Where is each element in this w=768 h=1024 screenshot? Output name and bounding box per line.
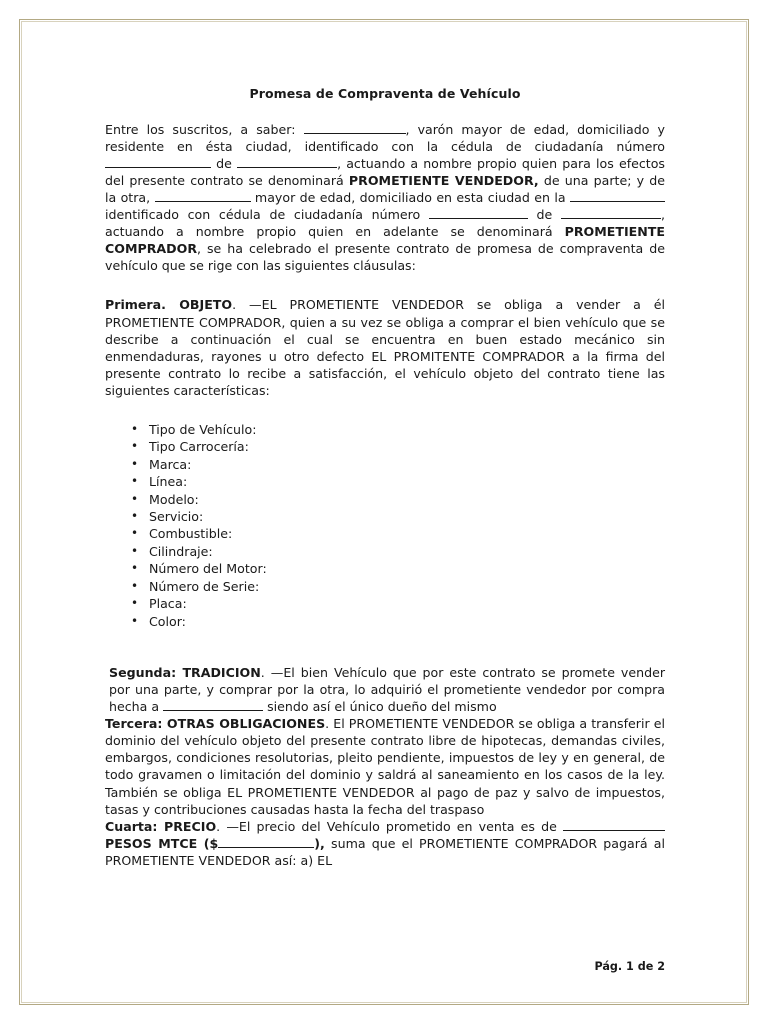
bullet-icon: • (131, 543, 139, 558)
vehicle-characteristics-list (105, 421, 665, 630)
blank-line-buyer-address[interactable] (570, 190, 665, 202)
term-prometiente-comprador: PROMETIENTE COMPRADOR (105, 224, 665, 257)
list-item-label: Modelo: (149, 491, 199, 507)
intro-text-8: de (527, 207, 561, 223)
list-item (105, 578, 665, 595)
list-item (105, 543, 665, 560)
list-item-label: Cilindraje: (149, 543, 213, 559)
blank-line-seller-name[interactable] (304, 122, 406, 134)
intro-text-7: identificado con cédula de ciudadanía número (105, 207, 429, 223)
intro-text-6: mayor de edad, domiciliado en esta ciudad en la (250, 190, 571, 205)
blank-line-buyer-city[interactable] (561, 207, 661, 219)
list-item (105, 595, 665, 612)
bullet-icon: • (131, 578, 139, 593)
list-item-label: Placa: (149, 596, 187, 612)
list-item-label: Servicio: (149, 509, 204, 525)
bullet-icon: • (131, 456, 139, 471)
clause-segunda-text-1: . —El bien Vehículo que por este contrato se promete vender por una parte, y comprar por la otra, lo adquirió el prometiente vendedor por compra hecha a (109, 664, 665, 715)
list-item (105, 491, 665, 508)
intro-text-9: , actuando a nombre propio quien en adelante se denominará (105, 207, 666, 240)
bullet-icon: • (131, 474, 139, 489)
clause-tercera-body: . El PROMETIENTE VENDEDOR se obliga a transferir el dominio del vehículo objeto del presente contrato libre de hipotecas, demandas civiles, embargos, condiciones resolutorias, pleito pendiente, impuestos de ley y en general, de todo gravamen o limitación del dominio y saldrá al saneamiento en los casos de la ley. También se obliga EL PROMETIENTE VENDEDOR al pago de paz y salvo de impuestos, tasas y contribuciones causadas hasta la fecha del traspaso (105, 716, 665, 817)
intro-text-4: , actuando a nombre propio quien para los efectos del presente contrato se denominará (105, 155, 665, 188)
term-prometiente-vendedor: PROMETIENTE VENDEDOR, (348, 172, 539, 188)
list-item-label: Tipo de Vehículo: (149, 422, 257, 438)
list-item-label: Número del Motor: (149, 561, 267, 577)
spacer (105, 630, 665, 664)
list-item (105, 421, 665, 438)
clause-primera (105, 296, 665, 399)
list-item-label: Línea: (149, 474, 188, 490)
intro-text-10: , se ha celebrado el presente contrato de promesa de compraventa de vehículo que se rige con las siguientes cláusulas: (105, 241, 665, 274)
clause-segunda (105, 664, 665, 715)
list-item (105, 438, 665, 455)
list-item (105, 560, 665, 577)
bullet-icon: • (131, 613, 139, 628)
clause-cuarta-heading: Cuarta: PRECIO (105, 818, 217, 834)
price-currency-label: PESOS MTCE ($ (105, 835, 219, 851)
clause-tercera-heading: Tercera: OTRAS OBLIGACIONES (105, 716, 326, 732)
page-footer: Pág. 1 de 2 (594, 960, 665, 973)
blank-line-seller-id[interactable] (105, 156, 211, 168)
clause-cuarta-text-2: suma que el PROMETIENTE COMPRADOR pagará al PROMETIENTE VENDEDOR así: a) EL (105, 835, 666, 868)
clause-segunda-heading: Segunda: TRADICION (109, 664, 261, 680)
blank-line-price-words[interactable] (563, 819, 665, 831)
clause-segunda-text-2: siendo así el único dueño del mismo (263, 699, 497, 715)
intro-text-5: de una parte; y de la otra, (105, 172, 665, 205)
list-item-label: Color: (149, 613, 186, 629)
list-item (105, 508, 665, 525)
document-body (105, 86, 665, 869)
bullet-icon: • (131, 439, 139, 454)
clause-primera-body: . —EL PROMETIENTE VENDEDOR se obliga a vender a él PROMETIENTE COMPRADOR, quien a su vez se obliga a comprar el bien vehículo que se describe a continuación el cual se encuentra en buen estado mecánico sin enmendaduras, rayones u otro defecto EL PROMITENTE COMPRADOR a la firma del presente contrato lo recibe a satisfacción, el vehículo objeto del contrato tiene las siguientes características: (105, 297, 665, 398)
intro-text-3: de (211, 155, 238, 171)
bullet-icon: • (131, 526, 139, 541)
intro-text-2: , varón mayor de edad, domiciliado y residente en ésta ciudad, identificado con la cédula de ciudadanía número (105, 121, 665, 154)
clause-cuarta-text-1: . —El precio del Vehículo prometido en venta es de (216, 818, 563, 834)
page-title: Promesa de Compraventa de Vehículo (249, 86, 521, 101)
blank-line-price-figures[interactable] (218, 836, 314, 848)
clause-primera-heading: Primera. OBJETO (105, 297, 233, 313)
bullet-icon: • (131, 561, 139, 576)
blank-line-buyer-id[interactable] (429, 207, 528, 219)
list-item (105, 525, 665, 542)
blank-line-buyer-name[interactable] (155, 190, 251, 202)
list-item-label: Número de Serie: (149, 578, 260, 594)
list-item (105, 456, 665, 473)
intro-text-1: Entre los suscritos, a saber: (105, 121, 304, 137)
spacer (105, 274, 665, 296)
blank-line-seller-city[interactable] (237, 156, 337, 168)
bullet-icon: • (131, 596, 139, 611)
bullet-icon: • (131, 491, 139, 506)
list-item-label: Marca: (149, 456, 192, 472)
spacer (105, 399, 665, 421)
list-item (105, 613, 665, 630)
intro-paragraph (105, 121, 665, 275)
bullet-icon: • (131, 422, 139, 437)
clause-cuarta (105, 818, 665, 869)
price-close-paren: ), (314, 835, 325, 851)
blank-line-acquisition-source[interactable] (163, 699, 263, 711)
list-item-label: Tipo Carrocería: (149, 439, 249, 455)
list-item (105, 473, 665, 490)
list-item-label: Combustible: (149, 526, 233, 542)
bullet-icon: • (131, 509, 139, 524)
clause-tercera (105, 715, 665, 818)
